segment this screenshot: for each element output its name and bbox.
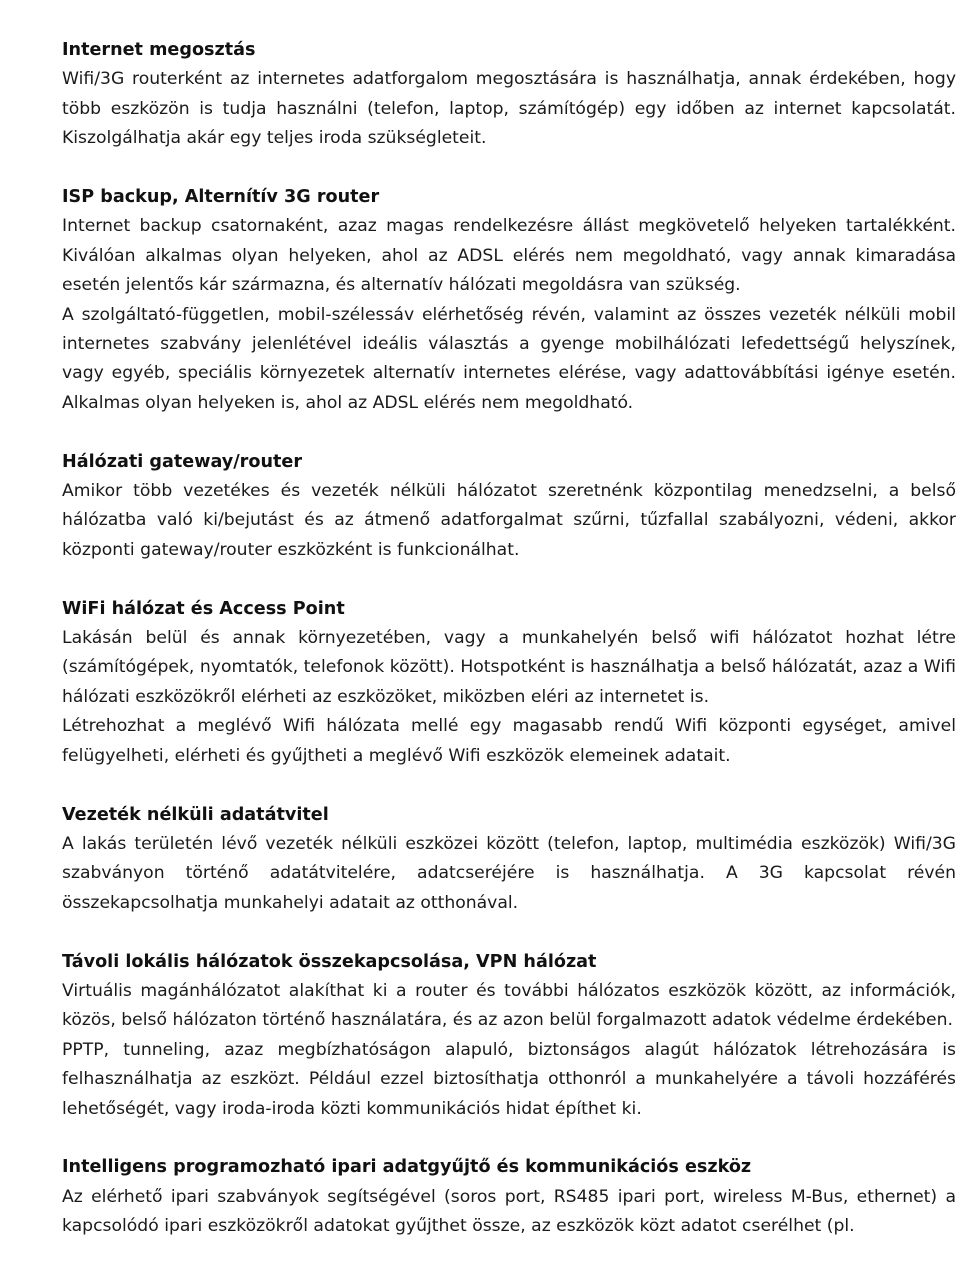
section-heading: ISP backup, Alternítív 3G router (62, 187, 380, 208)
section-paragraph: Amikor több vezetékes és vezeték nélküli hálózatot szeretnénk központilag menedzselni, a belső hálózatba való ki/bejutást és az átmenő adatforgalmat szűrni, tűzfallal szabályozni, védeni, akkor központi gateway/router eszközként is funkcionálhat. (62, 481, 956, 560)
section-paragraph: Létrehozhat a meglévő Wifi hálózata mellé egy magasabb rendű Wifi központi egységet, amivel felügyelheti, elérheti és gyűjtheti a meglévő Wifi eszközök elemeinek adatait. (62, 716, 956, 766)
section-heading: Vezeték nélküli adatátvitel (62, 804, 329, 825)
section-paragraph: Wifi/3G routerként az internetes adatforgalom megosztására is használhatja, annak érdekében, hogy több eszközön is tudja használni (telefon, laptop, számítógép) egy időben az internet kapcsolatát. Kiszolgálhatja akár egy teljes iroda szükségleteit. (62, 69, 956, 149)
section-isp-backup (62, 183, 956, 418)
section-paragraph: Lakásán belül és annak környezetében, vagy a munkahelyén belső wifi hálózatot hozhat létre (számítógépek, nyomtatók, telefonok között). Hotspotként is használhatja a belső hálózatát, azaz a Wifi hálózati eszközökről elérheti az eszközöket, miközben eléri az internetet is. (62, 628, 956, 707)
section-paragraph: PPTP, tunneling, azaz megbízhatóságon alapuló, biztonságos alagút hálózatok létrehozására is felhasználhatja az eszközt. Például ezzel biztosíthatja otthonról a munkahelyére a távoli hozzáférés lehetőségét, vagy iroda-iroda közti kommunikációs hidat építhet ki. (62, 1039, 956, 1119)
section-heading: WiFi hálózat és Access Point (62, 598, 345, 619)
section-paragraph: Az elérhető ipari szabványok segítségével (soros port, RS485 ipari port, wireless M-Bus, ethernet) a kapcsolódó ipari eszközökről adatokat gyűjthet össze, az eszközök közt adatot cserélhet (pl. (62, 1186, 956, 1237)
section-paragraph: Internet backup csatornaként, azaz magas rendelkezésre állást megkövetelő helyeken tartalékként. Kiválóan alkalmas olyan helyeken, ahol az ADSL elérés nem megoldható, vagy annak kimaradása esetén jelentős kár származna, és alternatív hálózati megoldásra van szükség. (62, 216, 956, 296)
section-wifi-access-point (62, 595, 956, 771)
section-heading: Intelligens programozható ipari adatgyűjtő és kommunikációs eszköz (62, 1157, 752, 1178)
section-network-gateway (62, 448, 956, 566)
section-vpn-network (62, 948, 956, 1124)
section-heading: Internet megosztás (62, 40, 256, 60)
section-paragraph: A szolgáltató-független, mobil-szélessáv elérhetőség révén, valamint az összes vezeték nélküli mobil internetes szabvány jelenlétével ideális választás a gyenge mobilhálózati lefedettségű helyszínek, vagy egyéb, speciális környezetek alternatív internetes elérése, vagy adattovábbítási igénye esetén. Alkalmas olyan helyeken is, ahol az ADSL elérés nem megoldható. (62, 304, 956, 413)
section-industrial-data-collector (62, 1153, 956, 1241)
section-paragraph: Virtuális magánhálózatot alakíthat ki a router és további hálózatos eszközök között, az információk, közös, belső hálózaton történő használatára, és az azon belül forgalmazott adatok védelme érdekében. (62, 980, 956, 1031)
section-heading: Hálózati gateway/router (62, 451, 302, 472)
document-page (62, 36, 956, 1271)
section-wireless-data-transfer (62, 801, 956, 919)
section-paragraph: A lakás területén lévő vezeték nélküli eszközei között (telefon, laptop, multimédia eszközök) Wifi/3G szabványon történő adatátvitelére, adatcseréjére is használhatja. A 3G kapcsolat révén összekapcsolhatja munkahelyi adatait az otthonával. (62, 833, 956, 913)
section-internet-sharing (62, 36, 956, 154)
section-heading: Távoli lokális hálózatok összekapcsolása, VPN hálózat (62, 951, 597, 972)
